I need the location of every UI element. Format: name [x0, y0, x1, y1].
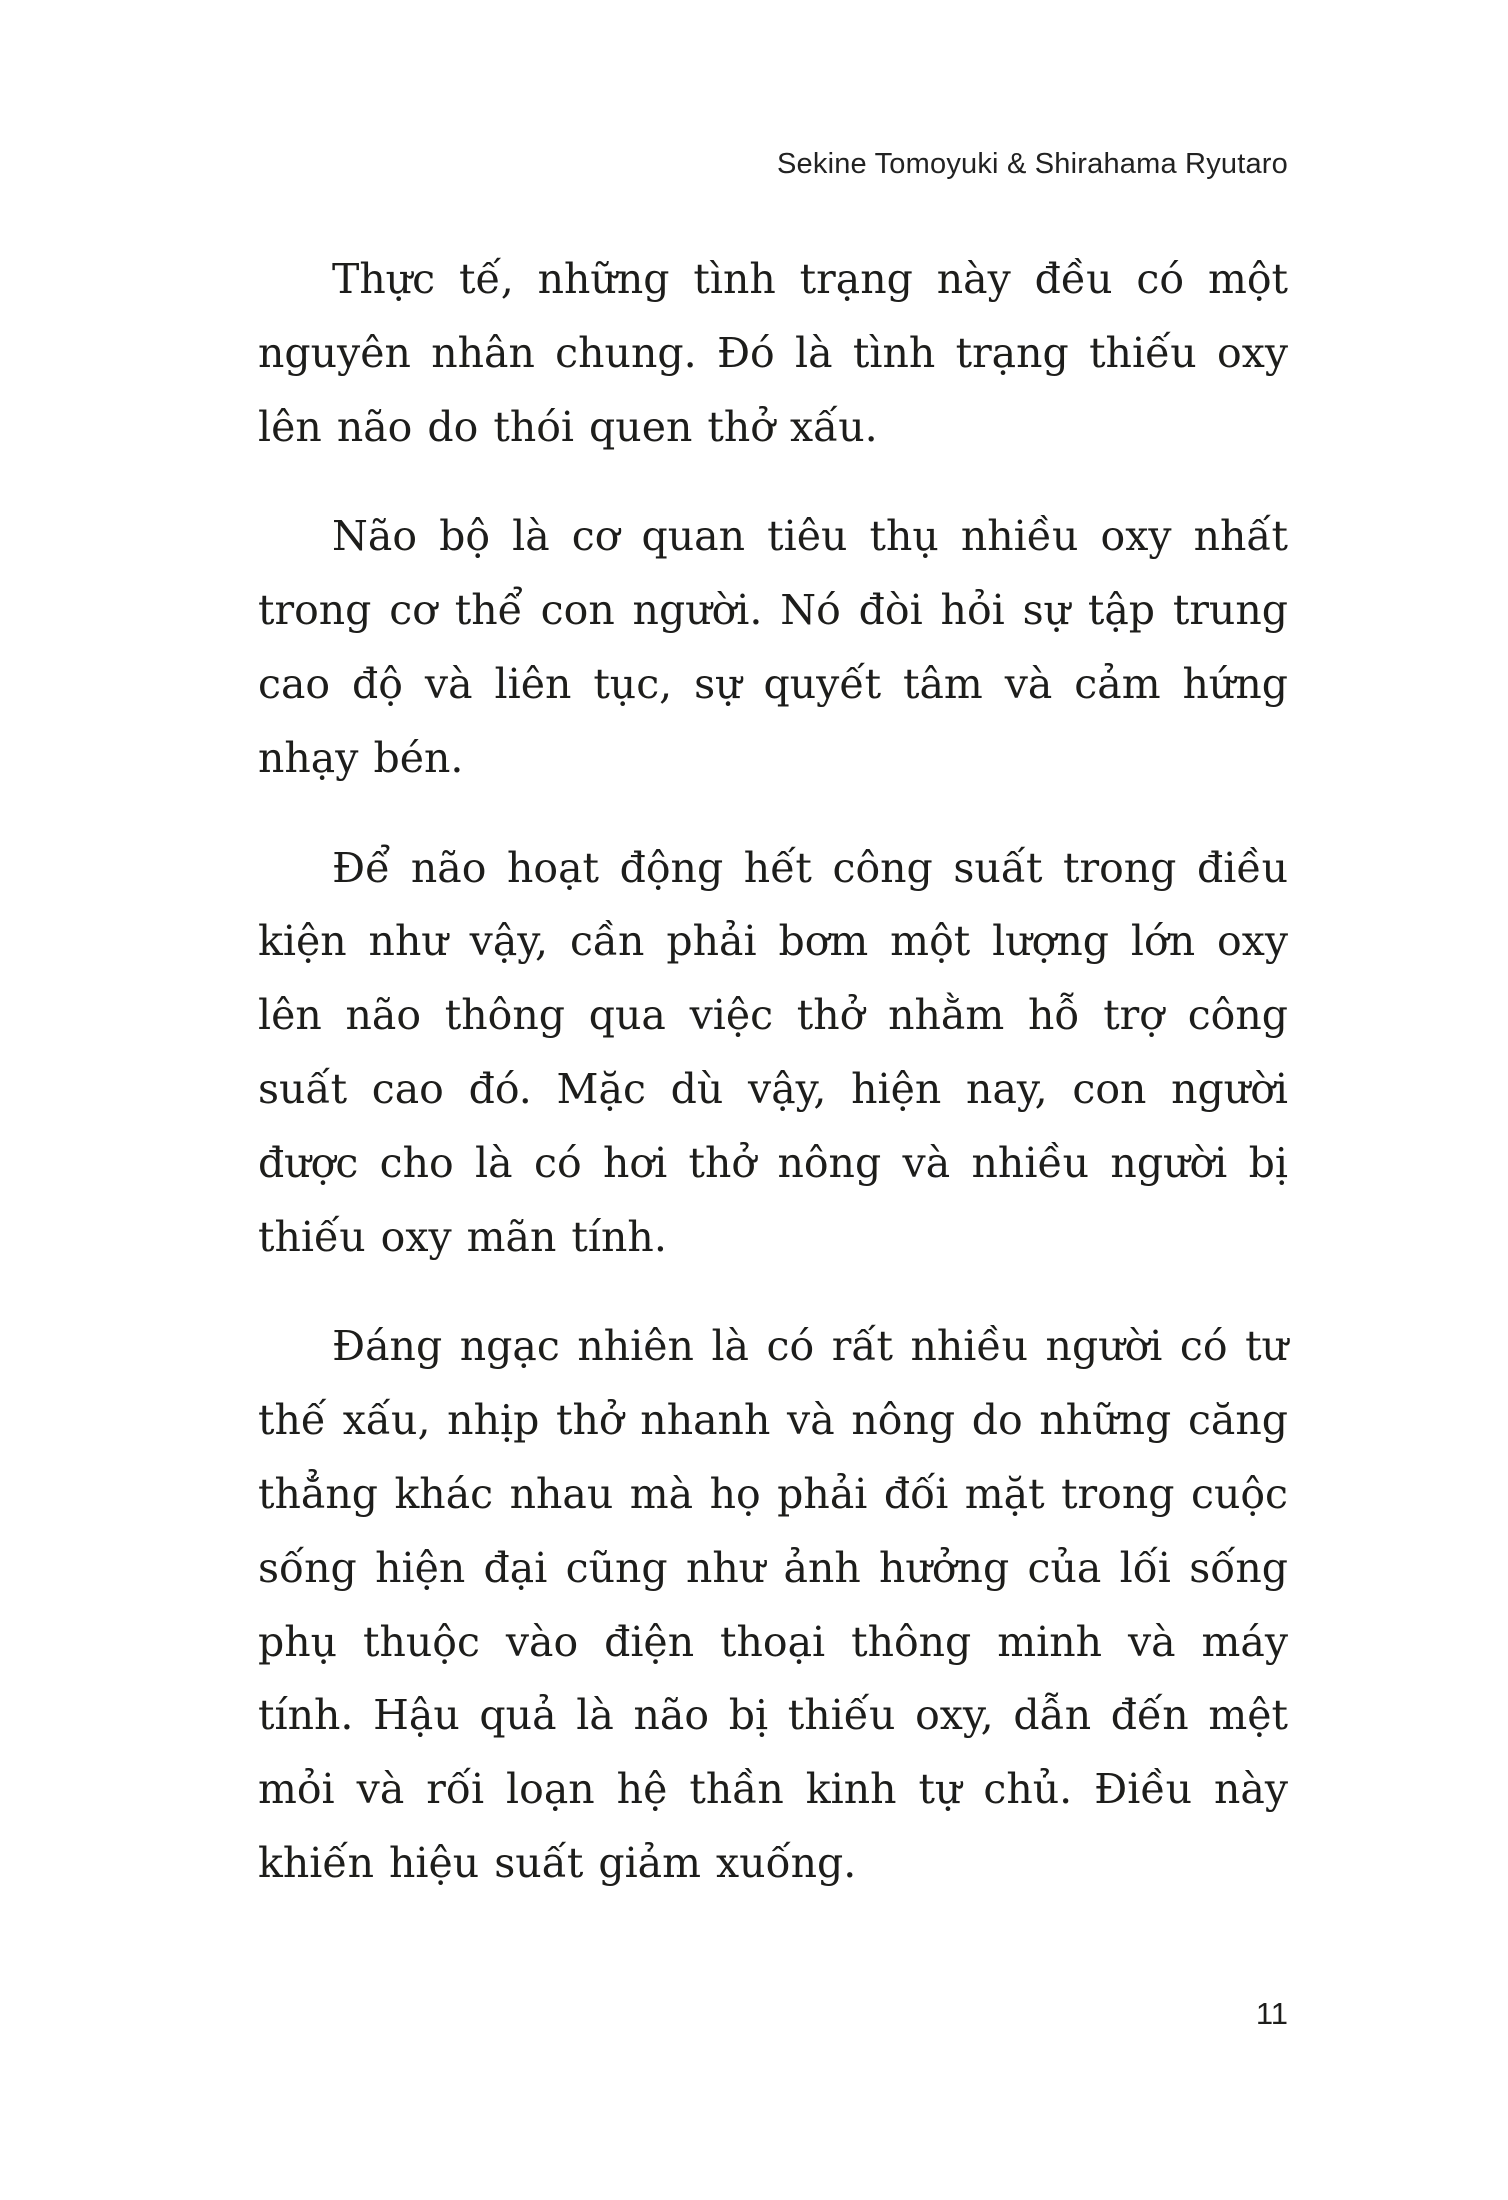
- body-text: [258, 243, 1288, 1901]
- running-header-authors: Sekine Tomoyuki & Shirahama Ryutaro: [777, 148, 1288, 180]
- paragraph: Não bộ là cơ quan tiêu thụ nhiều oxy nhất trong cơ thể con người. Nó đòi hỏi sự tập trung cao độ và liên tục, sự quyết tâm và cảm hứng nhạy bén.: [258, 512, 1288, 782]
- page-number: 11: [1255, 1996, 1288, 2031]
- paragraph: Để não hoạt động hết công suất trong điều kiện như vậy, cần phải bơm một lượng lớn oxy lên não thông qua việc thở nhằm hỗ trợ công suất cao đó. Mặc dù vậy, hiện nay, con người được cho là có hơi thở nông và nhiều người bị thiếu oxy mãn tính.: [258, 843, 1288, 1261]
- paragraph: Thực tế, những tình trạng này đều có một nguyên nhân chung. Đó là tình trạng thiếu oxy lên não do thói quen thở xấu.: [258, 255, 1288, 451]
- page-content: [258, 148, 1288, 1937]
- paragraph: Đáng ngạc nhiên là có rất nhiều người có tư thế xấu, nhịp thở nhanh và nông do những căng thẳng khác nhau mà họ phải đối mặt trong cuộc sống hiện đại cũng như ảnh hưởng của lối sống phụ thuộc vào điện thoại thông minh và máy tính. Hậu quả là não bị thiếu oxy, dẫn đến mệt mỏi và rối loạn hệ thần kinh tự chủ. Điều này khiến hiệu suất giảm xuống.: [258, 1322, 1288, 1887]
